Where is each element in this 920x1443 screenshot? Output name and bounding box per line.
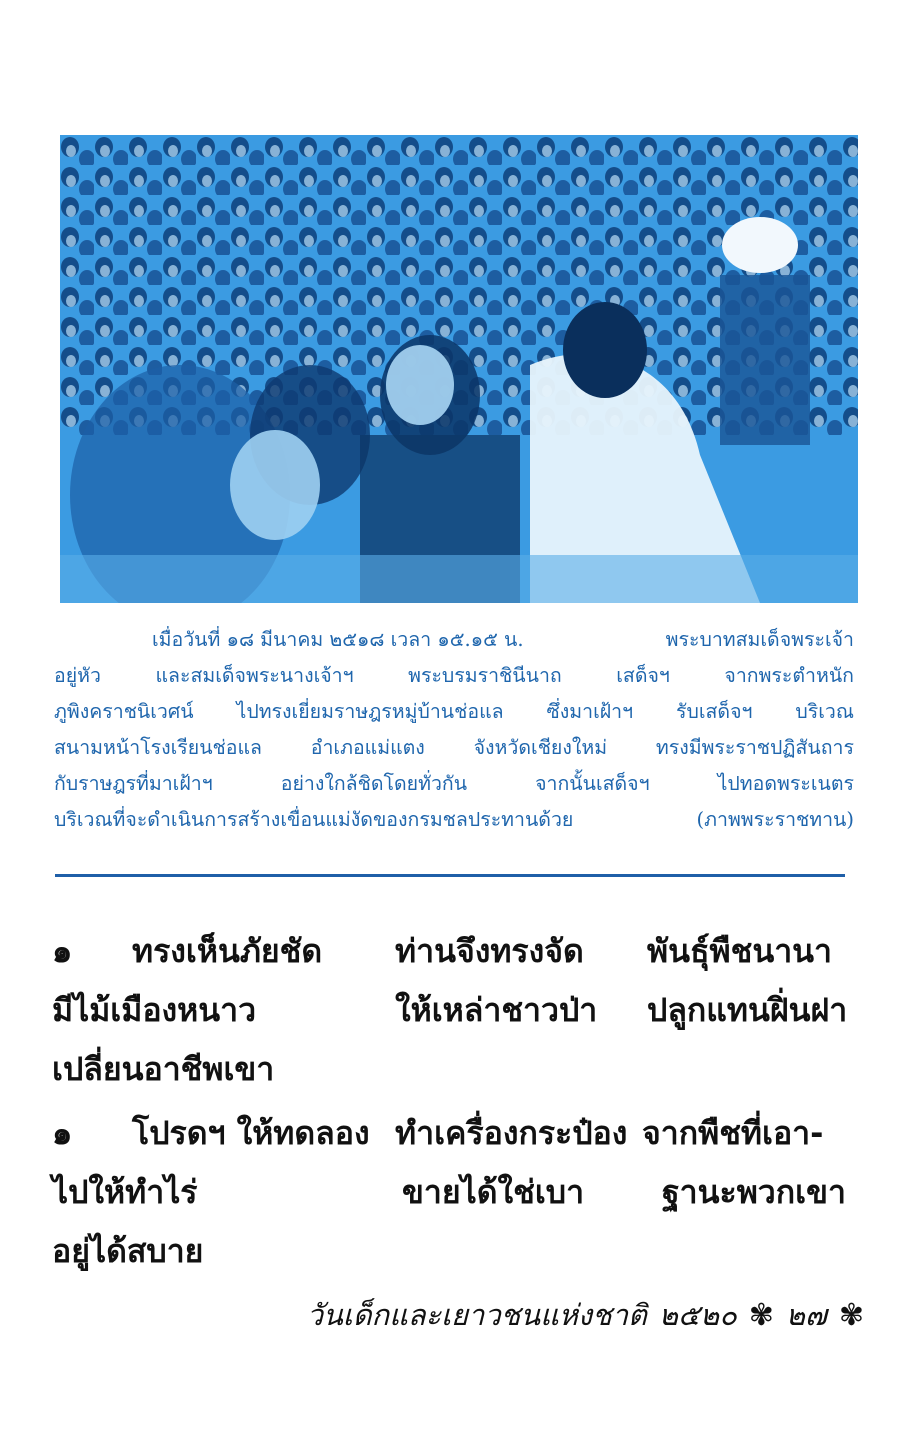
divider-rule [55,874,845,877]
verse-phrase: โปรดฯ ให้ทดลอง [132,1114,370,1152]
verse-row [52,1040,872,1099]
verse-bullet: ๑ [52,932,73,970]
verse-row [52,1104,872,1163]
caption-line: บริเวณที่จะดำเนินการสร้างเขื่อนแม่งัดของกรมชลประทานด้วย (ภาพพระราชทาน) [54,808,854,831]
caption-line: ภูพิงคราชนิเวศน์ ไปทรงเยี่ยมราษฎรหมู่บ้านช่อแล ซึ่งมาเฝ้าฯ รับเสด็จฯ บริเวณ [54,700,854,723]
verse-phrase: มีไม้เมืองหนาว [52,991,257,1029]
verse-stanza-2 [52,1104,872,1281]
page-footer [307,1292,864,1338]
verse-phrase: อยู่ได้สบาย [52,1232,204,1270]
page-number: ๒๗ [785,1298,827,1332]
verse-row [52,922,872,981]
verse-row [52,981,872,1040]
verse-phrase: พันธุ์พืชนานา [647,932,832,970]
verse-phrase: ฐานะพวกเขา [662,1173,846,1211]
verse-phrase: ไปให้ทำไร่ [52,1173,198,1211]
flower-ornament-icon: ✾ [748,1297,774,1333]
verse-phrase: เปลี่ยนอาชีพเขา [52,1050,275,1088]
verse-phrase: ทำเครื่องกระป๋อง [395,1114,628,1152]
verse-phrase: ปลูกแทนฝิ่นฝา [647,991,848,1029]
photo-caption [54,622,854,838]
footer-year: ๒๕๒๐ [658,1298,737,1332]
verse-row [52,1222,872,1281]
verse-phrase: ให้เหล่าชาวป่า [395,991,598,1029]
caption-line: เมื่อวันที่ ๑๘ มีนาคม ๒๕๑๘ เวลา ๑๕.๑๕ น. พระบาทสมเด็จพระเจ้า [152,628,854,651]
royal-visit-photo [60,135,858,603]
verse-phrase: ทรงเห็นภัยชัด [132,932,323,970]
photo-crowd-illustration [60,135,858,603]
verse-phrase: จากพืชที่เอา- [642,1114,824,1152]
caption-line: สนามหน้าโรงเรียนช่อแล อำเภอแม่แตง จังหวัดเชียงใหม่ ทรงมีพระราชปฏิสันถาร [54,736,854,759]
caption-line: กับราษฎรที่มาเฝ้าฯ อย่างใกล้ชิดโดยทั่วกัน จากนั้นเสด็จฯ ไปทอดพระเนตร [54,772,854,795]
footer-title: วันเด็กและเยาวชนแห่งชาติ [306,1298,647,1332]
verse-phrase: ขายได้ใช่เบา [402,1173,585,1211]
verse-row [52,1163,872,1222]
verse-stanza-1 [52,922,872,1099]
flower-ornament-icon: ✾ [838,1297,864,1333]
verse-phrase: ท่านจึงทรงจัด [395,932,584,970]
verse-bullet: ๑ [52,1114,73,1152]
caption-line: อยู่หัว และสมเด็จพระนางเจ้าฯ พระบรมราชินีนาถ เสด็จฯ จากพระตำหนัก [54,664,854,687]
